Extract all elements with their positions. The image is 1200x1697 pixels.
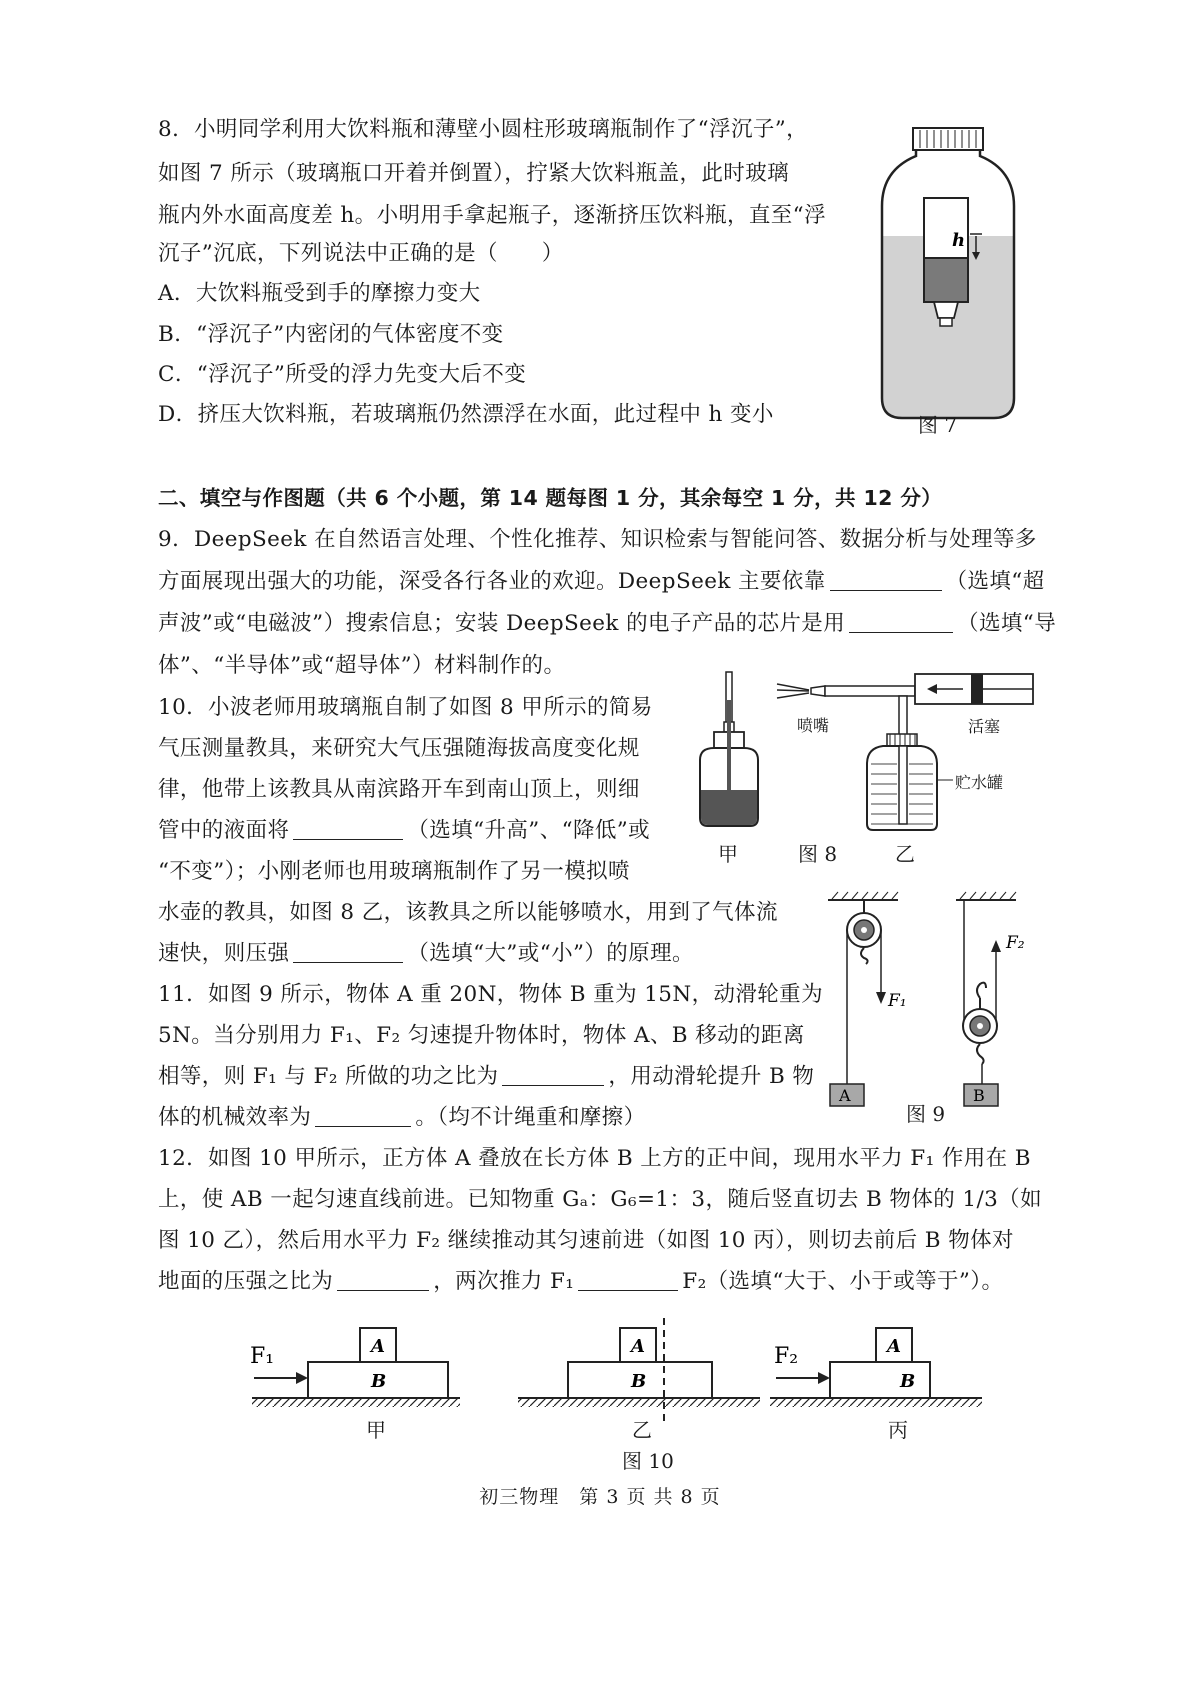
q8-option-d: D．挤压大饮料瓶，若玻璃瓶仍然漂浮在水面，此过程中 h 变小 [158, 402, 774, 427]
figure-10-bing-label: 丙 [888, 1418, 908, 1442]
q12-line-2: 上，使 AB 一起匀速直线前进。已知物重 Gₐ：G₆=1：3，随后竖直切去 B 物体的 1/3（如 [158, 1187, 1042, 1212]
q12-line-4-text: 地面的压强之比为 [158, 1269, 334, 1294]
answer-blank[interactable] [849, 606, 953, 633]
tank-label: 贮水罐 [955, 773, 1004, 792]
q8-line-4: 沉子”沉底，下列说法中正确的是（ ） [158, 241, 564, 266]
answer-blank[interactable] [578, 1264, 678, 1291]
answer-blank[interactable] [830, 564, 942, 591]
f2-label: F₂ [774, 1344, 799, 1369]
answer-blank[interactable] [293, 936, 403, 963]
f1-label: F₁ [250, 1344, 275, 1369]
q11-line-3 [158, 1057, 814, 1097]
figure-10-caption: 图 10 [622, 1449, 674, 1473]
figure-8-jia-label: 甲 [718, 842, 738, 866]
answer-blank[interactable] [502, 1059, 604, 1086]
q11-line-4-tail: 。（均不计绳重和摩擦） [415, 1105, 646, 1130]
q11-line-4 [158, 1098, 645, 1138]
block-b-label: B [371, 1371, 387, 1392]
q8-option-b: B．“浮沉子”内密闭的气体密度不变 [158, 322, 504, 347]
q8-option-c: C．“浮沉子”所受的浮力先变大后不变 [158, 362, 527, 387]
figure-8-yi-label: 乙 [895, 842, 915, 866]
figure-8-caption: 图 8 [798, 842, 838, 866]
q12-line-4-mid: ，两次推力 F₁ [433, 1269, 575, 1294]
q10-line-4-tail: （选填“升高”、“降低”或 [407, 818, 651, 843]
q8-line-1: 8．小明同学利用大饮料瓶和薄壁小圆柱形玻璃瓶制作了“浮沉子”， [158, 117, 809, 142]
answer-blank[interactable] [293, 813, 403, 840]
q10-line-7-tail: （选填“大”或“小”）的原理。 [407, 941, 694, 966]
q10-line-3: 律，他带上该教具从南滨路开车到南山顶上，则细 [158, 777, 640, 802]
q10-line-2: 气压测量教具，来研究大气压强随海拔高度变化规 [158, 736, 640, 761]
f2-label: F₂ [1006, 933, 1025, 953]
q11-line-1: 11．如图 9 所示，物体 A 重 20N，物体 B 重为 15N，动滑轮重为 [158, 982, 823, 1007]
q9-line-3-tail: （选填“导 [957, 611, 1057, 636]
page-footer: 初三物理 第 3 页 共 8 页 [479, 1486, 721, 1508]
q10-line-5: “不变”）；小刚老师也用玻璃瓶制作了另一模拟喷 [158, 859, 630, 884]
figure-10-blocks [250, 1318, 990, 1428]
q9-line-4: 体”、“半导体”或“超导体”）材料制作的。 [158, 653, 566, 678]
q9-line-1: 9．DeepSeek 在自然语言处理、个性化推荐、知识检索与智能问答、数据分析与处理等多 [158, 527, 1037, 552]
figure-7-caption: 图 7 [918, 413, 958, 437]
block-b-label: B [631, 1371, 647, 1392]
q9-line-2 [158, 562, 1045, 602]
figure-8-yi-sprayer [775, 664, 1035, 834]
figure-9-caption: 图 9 [906, 1102, 946, 1126]
q9-line-2-text: 方面展现出强大的功能，深受各行各业的欢迎。DeepSeek 主要依靠 [158, 569, 826, 594]
block-a-label: A [631, 1336, 645, 1357]
q9-line-2-tail: （选填“超 [945, 569, 1045, 594]
q10-line-1: 10．小波老师用玻璃瓶自制了如图 8 甲所示的简易 [158, 695, 653, 720]
q10-line-4-text: 管中的液面将 [158, 818, 290, 843]
h-label: h [952, 230, 966, 251]
q11-line-4-text: 体的机械效率为 [158, 1105, 312, 1130]
q9-line-3 [158, 604, 1056, 644]
block-b-label: B [900, 1371, 916, 1392]
f1-label: F₁ [888, 991, 907, 1011]
q12-line-4-tail: F₂（选填“大于、小于或等于”）。 [682, 1269, 1004, 1294]
q9-line-3-text: 声波”或“电磁波”）搜索信息；安装 DeepSeek 的电子产品的芯片是用 [158, 611, 846, 636]
q12-line-1: 12．如图 10 甲所示，正方体 A 叠放在长方体 B 上方的正中间，现用水平力 F₁ 作用在 B [158, 1146, 1031, 1171]
q10-line-4 [158, 811, 650, 851]
figure-10-yi-label: 乙 [632, 1418, 652, 1442]
q10-line-6: 水壶的教具，如图 8 乙，该教具之所以能够喷水，用到了气体流 [158, 900, 778, 925]
block-a-label: A [887, 1336, 901, 1357]
nozzle-label: 喷嘴 [797, 716, 830, 735]
block-a-label: A [371, 1336, 385, 1357]
q11-line-3-text: 相等，则 F₁ 与 F₂ 所做的功之比为 [158, 1064, 499, 1089]
q12-line-4 [158, 1262, 1003, 1302]
figure-10-jia-label: 甲 [366, 1418, 386, 1442]
figure-9-pulleys [820, 888, 1060, 1108]
block-a-label: A [839, 1086, 851, 1105]
q12-line-3: 图 10 乙），然后用水平力 F₂ 继续推动其匀速前进（如图 10 丙），则切去前后 B 物体对 [158, 1228, 1014, 1253]
q10-line-7-text: 速快，则压强 [158, 941, 290, 966]
figure-8-jia-bottle [690, 670, 770, 830]
q11-line-2: 5N。当分别用力 F₁、F₂ 匀速提升物体时，物体 A、B 移动的距离 [158, 1023, 805, 1048]
piston-label: 活塞 [968, 717, 1001, 736]
answer-blank[interactable] [315, 1100, 411, 1127]
q11-line-3-tail: ，用动滑轮提升 B 物 [608, 1064, 815, 1089]
q10-line-7 [158, 934, 694, 974]
answer-blank[interactable] [337, 1264, 429, 1291]
q8-option-a: A．大饮料瓶受到手的摩擦力变大 [158, 281, 481, 306]
figure-7-bottle [878, 126, 1018, 446]
q8-line-2: 如图 7 所示（玻璃瓶口开着并倒置），拧紧大饮料瓶盖，此时玻璃 [158, 161, 790, 186]
section-2-heading: 二、填空与作图题（共 6 个小题，第 14 题每图 1 分，其余每空 1 分，共 12 分） [158, 486, 943, 510]
q8-line-3: 瓶内外水面高度差 h。小明用手拿起瓶子，逐渐挤压饮料瓶，直至“浮 [158, 203, 826, 228]
block-b-label: B [973, 1086, 985, 1105]
